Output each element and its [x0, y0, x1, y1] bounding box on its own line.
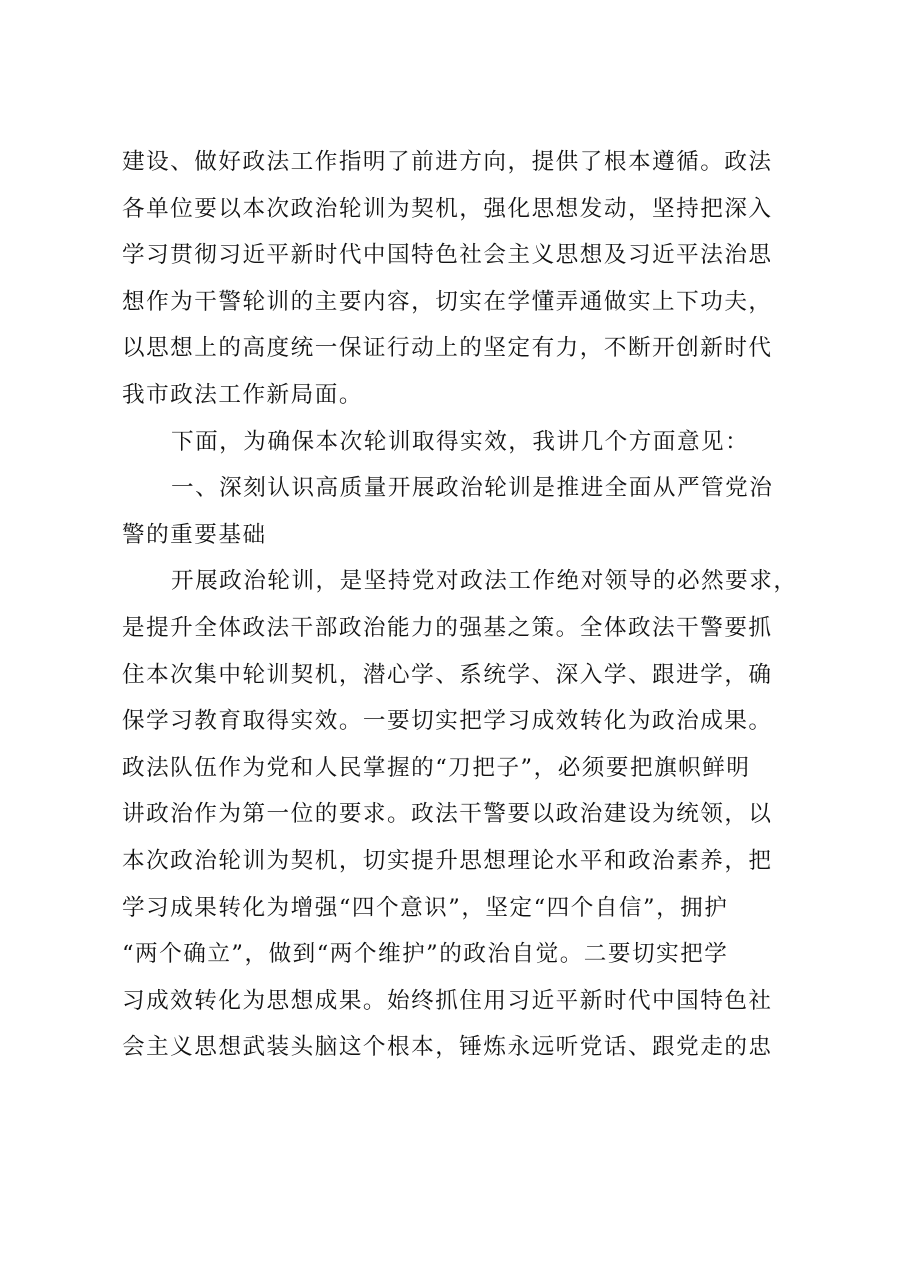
- text-line: 想作为干警轮训的主要内容，切实在学懂弄通做实上下功夫，: [122, 288, 773, 315]
- text-line: 保学习教育取得实效。一要切实把学习成效转化为政治成果。: [122, 708, 773, 735]
- paragraph-start: 开展政治轮训，是坚持党对政法工作绝对领导的必然要求，: [171, 568, 798, 595]
- section-heading-continued: 警的重要基础: [122, 521, 267, 548]
- text-line: 学习成果转化为增强“四个意识”，坚定“四个自信”，拥护: [122, 894, 729, 921]
- text-line: 建设、做好政法工作指明了前进方向，提供了根本遵循。政法: [122, 149, 773, 175]
- text-line: “两个确立”，做到“两个维护”的政治自觉。二要切实把学: [122, 941, 729, 968]
- text-line: 学习贯彻习近平新时代中国特色社会主义思想及习近平法治思: [122, 242, 773, 269]
- text-line: 习成效转化为思想成果。始终抓住用习近平新时代中国特色社: [122, 987, 773, 1014]
- text-line: 是提升全体政法干部政治能力的强基之策。全体政法干警要抓: [122, 614, 773, 641]
- body-text: [122, 139, 802, 1071]
- text-line: 各单位要以本次政治轮训为契机，强化思想发动，坚持把深入: [122, 195, 773, 222]
- text-line: 本次政治轮训为契机，切实提升思想理论水平和政治素养，把: [122, 847, 773, 874]
- text-line: 住本次集中轮训契机，潜心学、系统学、深入学、跟进学，确: [122, 661, 773, 688]
- section-heading: 一、深刻认识高质量开展政治轮训是推进全面从严管党治: [171, 475, 774, 502]
- text-line: 我市政法工作新局面。: [122, 381, 363, 408]
- text-line: 以思想上的高度统一保证行动上的坚定有力，不断开创新时代: [122, 335, 773, 362]
- paragraph-intro: 下面，为确保本次轮训取得实效，我讲几个方面意见：: [171, 428, 750, 455]
- text-line: 讲政治作为第一位的要求。政法干警要以政治建设为统领，以: [122, 801, 773, 828]
- text-line: 政法队伍作为党和人民掌握的“刀把子”，必须要把旗帜鲜明: [122, 754, 751, 781]
- text-line: 会主义思想武装头脑这个根本，锤炼永远听党话、跟党走的忠: [122, 1034, 773, 1061]
